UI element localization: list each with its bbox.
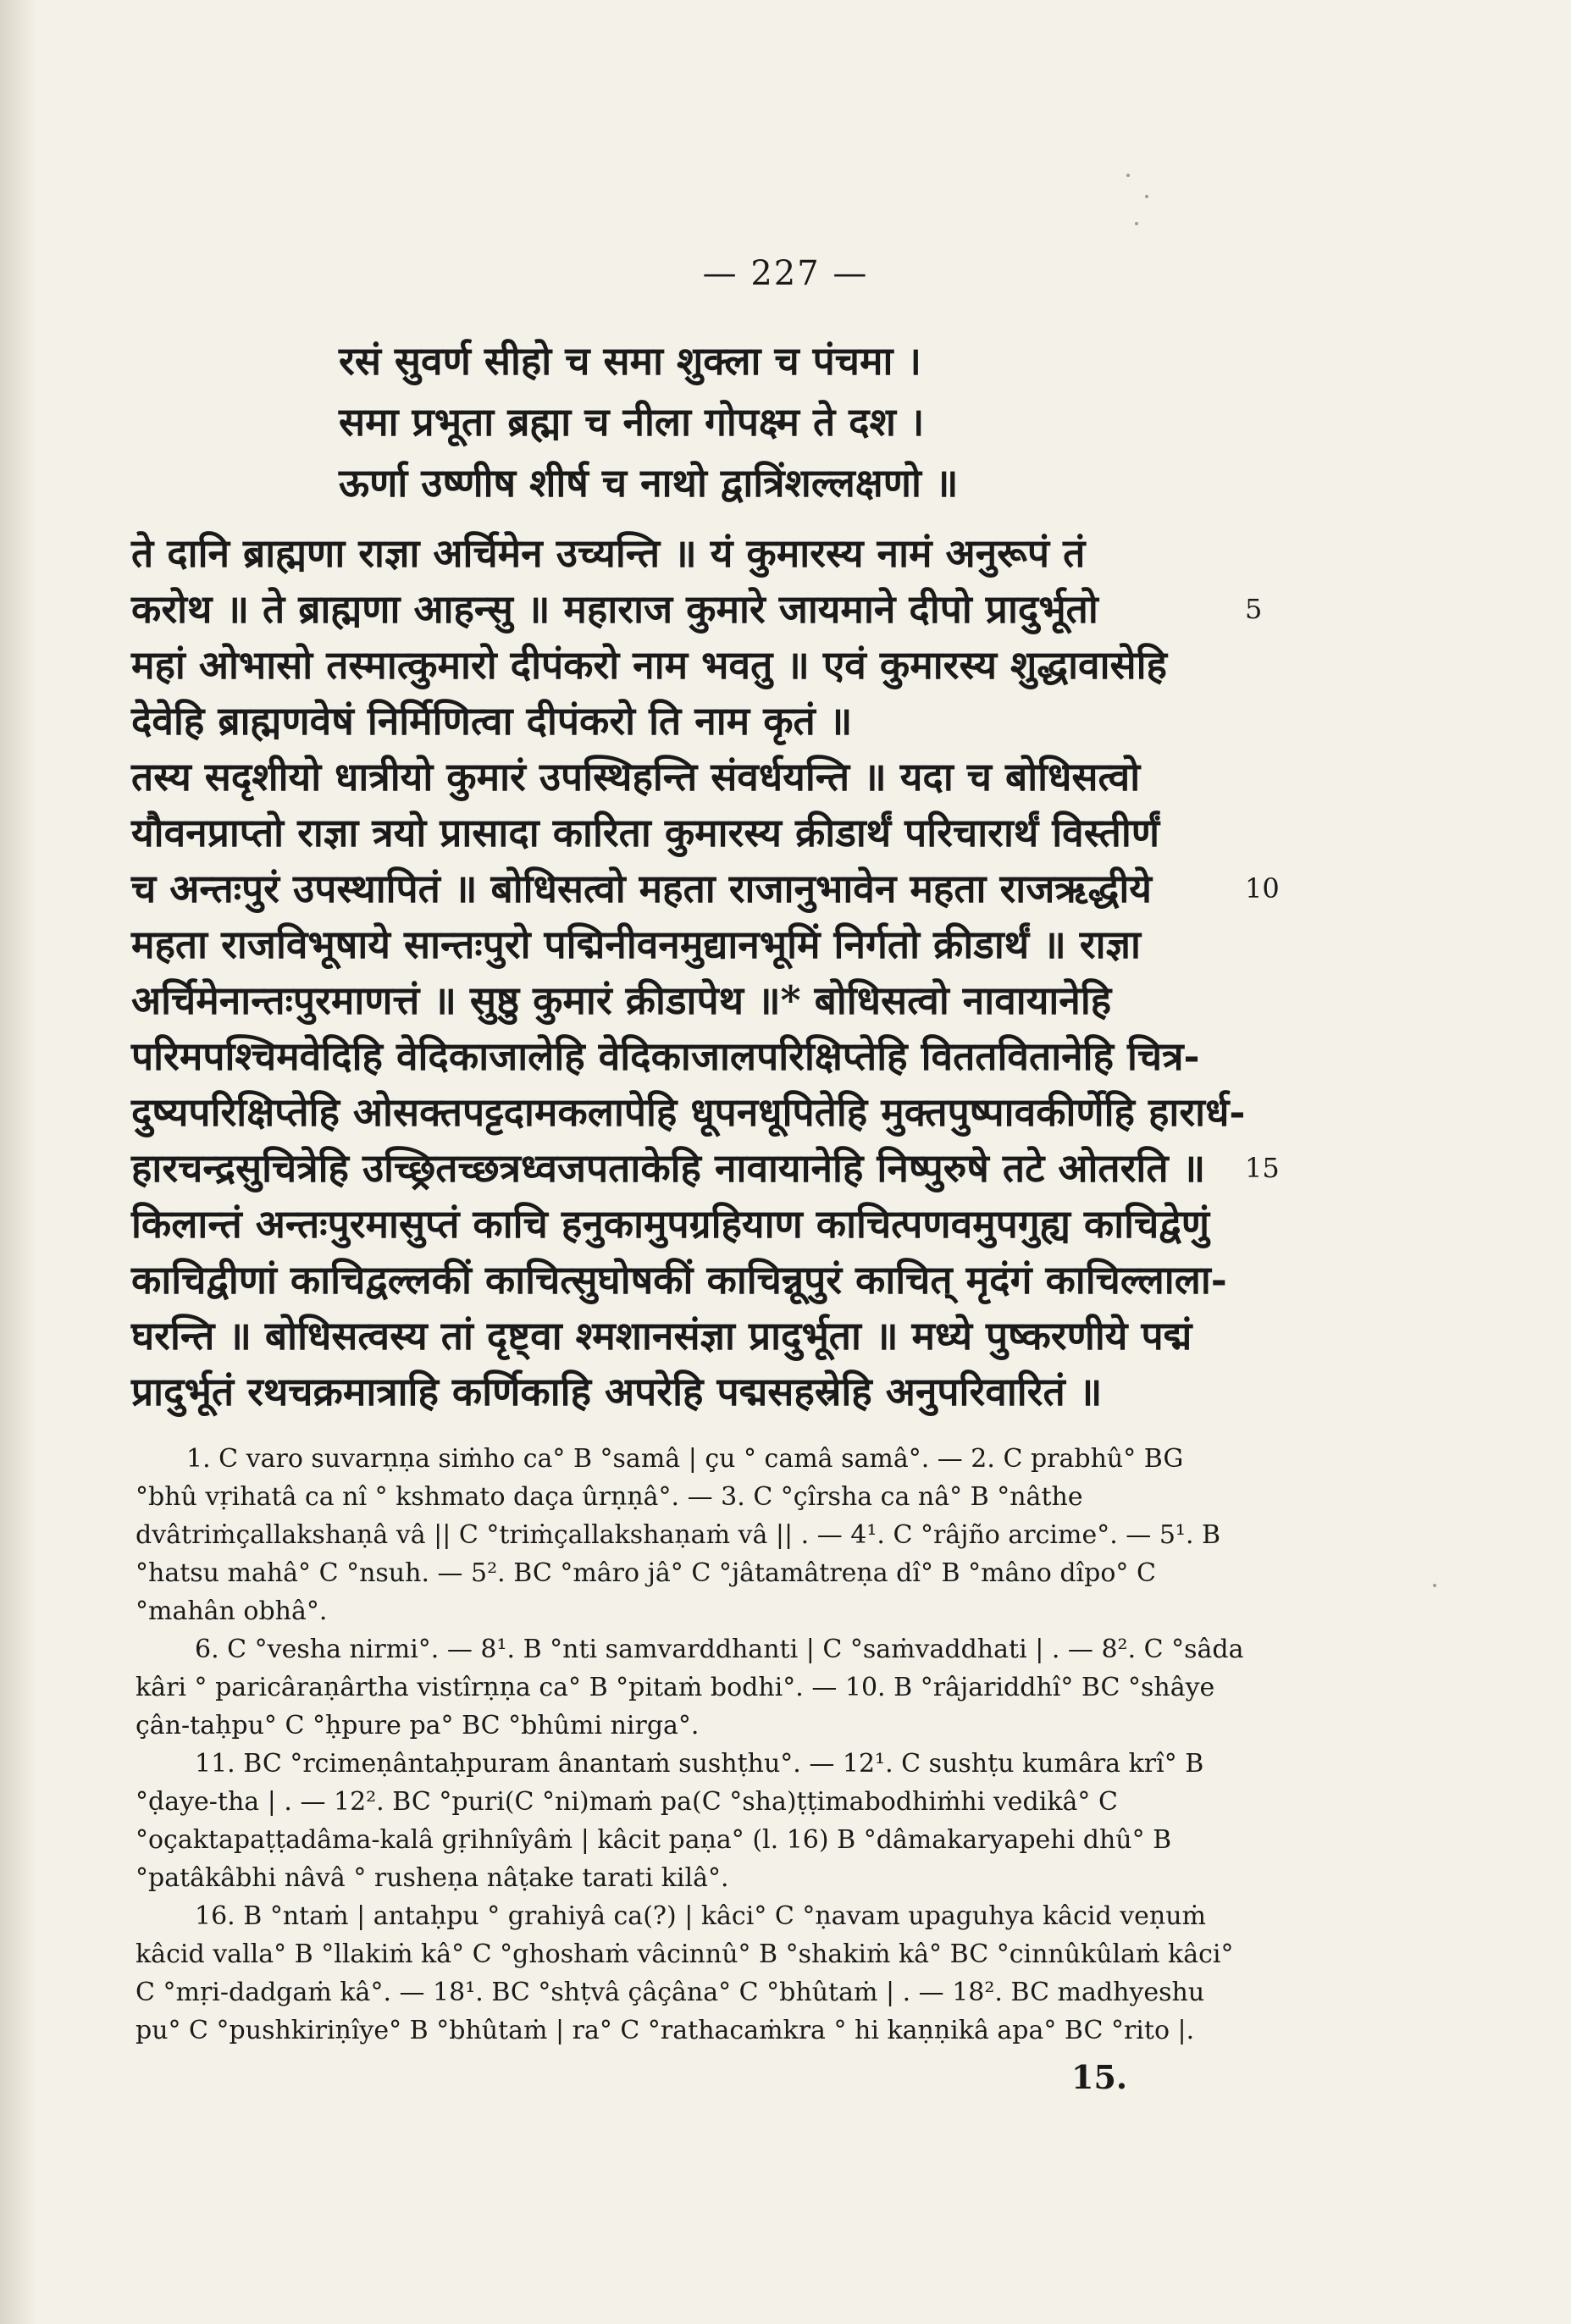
prose-line: तस्य सदृशीयो धात्रीयो कुमारं उपस्थिहन्ति संवर्धयन्ति ॥ यदा च बोधिसत्वो xyxy=(131,754,1141,800)
footnote: 16. B °ntaṁ | antaḥpu ° grahiyâ ca(?) | kâci° C °ṇavam upaguhya kâcid veṇuṁ kâcid valla° B °llakiṁ kâ° C °ghoshaṁ vâcinnû° B °shakiṁ kâ° BC °cinnûkûlaṁ kâci° C °mṛi-dadgaṁ kâ°. — 18¹. BC °shṭvâ çâçâna° C °bhûtaṁ | . — 18². BC madhyeshu pu° C °pushkiriṇîye° B °bhûtaṁ | ra° C °rathacaṁkra ° hi kaṇṇikâ apa° BC °rito |. xyxy=(136,1901,1234,2045)
prose-line: देवेहि ब्राह्मणवेषं निर्मिणित्वा दीपंकरो ति नाम कृतं ॥ xyxy=(131,698,853,744)
footnote: 1. C varo suvarṇṇa siṁho ca° B °samâ | çu ° camâ samâ°. — 2. C prabhû° BG °bhû vṛihatâ ca nî ° kshmato daça ûrṇṇâ°. — 3. C °çîrsha ca nâ° B °nâthe dvâtriṁçallakshaṇâ vâ || C °triṁçallakshaṇaṁ vâ || . — 4¹. C °râjño arcime°. — 5¹. B °hatsu mahâ° C °nsuh. — 5². BC °mâro jâ° C °jâtamâtreṇa dî° B °mâno dîpo° C °mahân obhâ°. xyxy=(136,1444,1221,1626)
prose-line: अर्चिमेनान्तःपुरमाणत्तं ॥ सुष्ठु कुमारं क्रीडापेथ ॥* बोधिसत्वो नावायानेहि xyxy=(131,977,1112,1023)
prose-line: हारचन्द्रसुचित्रेहि उच्छ्रितच्छत्रध्वजपताकेहि नावायानेहि निष्पुरुषे तटे ओतरति ॥ 15 xyxy=(131,1140,1232,1196)
print-speckle xyxy=(1126,174,1130,177)
prose-line: महता राजविभूषाये सान्तःपुरो पद्मिनीवनमुद्यानभूमिं निर्गतो क्रीडार्थं ॥ राज्ञा xyxy=(131,921,1141,967)
page-edge-shadow xyxy=(0,0,37,2324)
prose-line: किलान्तं अन्तःपुरमासुप्तं काचि हनुकामुपग्रहियाण काचित्पणवमुपगुह्य काचिद्वेणुं xyxy=(131,1201,1209,1247)
print-speckle xyxy=(1145,195,1148,198)
prose-line: करोथ ॥ ते ब्राह्मणा आहन्सु ॥ महाराज कुमारे जायमाने दीपो प्रादुर्भूतो 5 xyxy=(131,581,1232,637)
print-speckle xyxy=(1433,1584,1436,1587)
verse-line: ऊर्णा उष्णीष शीर्ष च नाथो द्वात्रिंशल्लक्षणो ॥ xyxy=(339,460,959,506)
prose-line: परिमपश्चिमवेदिहि वेदिकाजालेहि वेदिकाजालपरिक्षिप्तेहि विततवितानेहि चित्र- xyxy=(131,1033,1200,1079)
verse-block xyxy=(339,330,1355,513)
line-number: 10 xyxy=(1245,872,1280,905)
prose-line: महां ओभासो तस्मात्कुमारो दीपंकरो नाम भवतु ॥ एवं कुमारस्य शुद्धावासेहि xyxy=(131,642,1167,688)
footnote: 11. BC °rcimeṇântaḥpuram ânantaṁ sushṭhu°. — 12¹. C sushṭu kumâra krî° B °ḍaye-tha | . — 12². BC °puri(C °ni)maṁ pa(C °sha)ṭṭimabodhiṁhi vedikâ° C °oçaktapaṭṭadâma-kalâ gṛihnîyâṁ | kâcit paṇa° (l. 16) B °dâmakaryapehi dhû° B °patâkâbhi nâvâ ° rusheṇa nâṭake tarati kilâ°. xyxy=(136,1749,1204,1893)
prose-line: घरन्ति ॥ बोधिसत्वस्य तां दृष्ट्वा श्मशानसंज्ञा प्रादुर्भूता ॥ मध्ये पुष्करणीये पद्मं xyxy=(131,1313,1192,1358)
print-speckle xyxy=(1135,222,1138,225)
line-number: 5 xyxy=(1245,593,1263,625)
prose-line: प्रादुर्भूतं रथचक्रमात्राहि कर्णिकाहि अपरेहि पद्मसहस्रेहि अनुपरिवारितं ॥ xyxy=(131,1369,1103,1414)
verse-line: रसं सुवर्ण सीहो च समा शुक्ला च पंचमा । xyxy=(339,338,921,384)
prose-line: दुष्यपरिक्षिप्तेहि ओसक्तपट्टदामकलापेहि धूपनधूपितेहि मुक्तपुष्पावकीर्णेहि हारार्ध- xyxy=(131,1089,1246,1135)
line-number: 15 xyxy=(1245,1152,1280,1184)
footnote: 6. C °vesha nirmi°. — 8¹. B °nti samvarddhanti | C °saṁvaddhati | . — 8². C °sâda kâri ° paricâraṇârtha vistîrṇṇa ca° B °pitaṁ bodhi°. — 10. B °râjariddhî° BC °shâye çân-taḥpu° C °ḥpure pa° BC °bhûmi nirga°. xyxy=(136,1635,1244,1740)
prose-line: ते दानि ब्राह्मणा राज्ञा अर्चिमेन उच्यन्ति ॥ यं कुमारस्य नामं अनुरूपं तं xyxy=(131,530,1086,576)
critical-apparatus xyxy=(136,1440,1245,2050)
prose-line: च अन्तःपुरं उपस्थापितं ॥ बोधिसत्वो महता राजानुभावेन महता राजऋद्धीये 10 xyxy=(131,860,1232,916)
page-number: — 227 — xyxy=(702,254,869,293)
signature-mark: 15. xyxy=(1071,2058,1128,2096)
verse-line: समा प्रभूता ब्रह्मा च नीला गोपक्ष्म ते दश । xyxy=(339,399,925,445)
prose-block xyxy=(131,525,1280,1419)
prose-line: काचिद्वीणां काचिद्वल्लकीं काचित्सुघोषकीं काचिन्नूपुरं काचित् मृदंगं काचिल्लाला- xyxy=(131,1257,1227,1303)
prose-line: यौवनप्राप्तो राज्ञा त्रयो प्रासादा कारिता कुमारस्य क्रीडार्थं परिचारार्थं विस्तीर्णं xyxy=(131,810,1160,855)
